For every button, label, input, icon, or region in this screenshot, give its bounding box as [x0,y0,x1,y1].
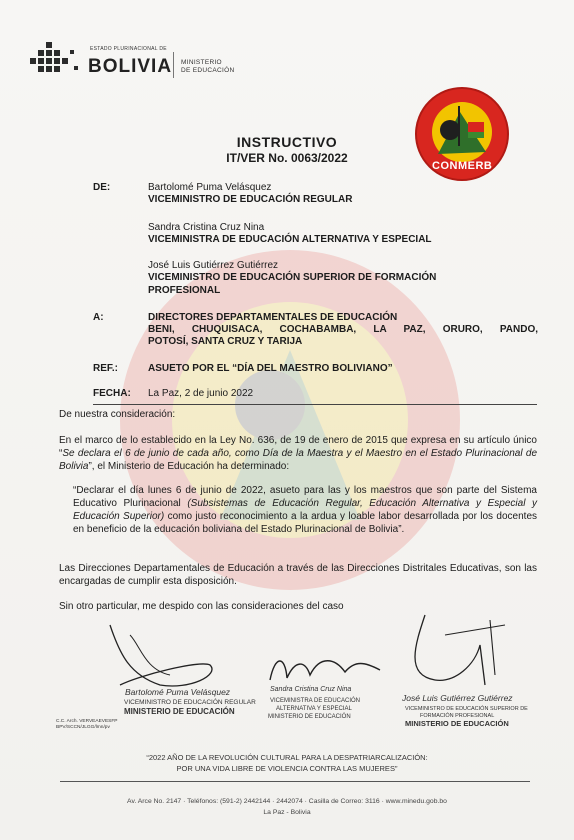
state-label: ESTADO PLURINACIONAL DE [90,46,167,52]
footer-rule [60,781,530,782]
sender-3-role-2: PROFESIONAL [148,285,221,296]
footer-address: Av. Arce No. 2147 · Teléfonos: (591-2) 2442144 · 2442074 · Casilla de Correo: 3116 · www.minedu.gob.bo [127,798,447,805]
header-rule [93,404,537,405]
signature-2-role-1: VICEMINISTRA DE EDUCACIÓN [270,698,361,704]
date-label: FECHA: [93,388,131,399]
sender-2-name: Sandra Cristina Cruz Nina [148,222,265,233]
signature-1-ministry: MINISTERIO DE EDUCACIÓN [124,707,235,716]
to-line-3: POTOSÍ, SANTA CRUZ Y TARIJA [148,336,303,347]
paragraph-1: En el marco de lo establecido en la Ley No. 636, de 19 de enero de 2015 que expresa en su artículo único “Se declara el 6 de junio de cada año, como Día de la Maestra y el Maestro en el Estado Plurinacional de Bolivia”, el Ministerio de Educación ha determinado: [59,435,537,472]
to-label: A: [93,312,104,323]
carbon-copy-initials: C.C. Arch. VERVEAEVESFP BPV/SCCN/JLGG/lmn/pv [56,719,118,730]
sender-1-role: VICEMINISTRO DE EDUCACIÓN REGULAR [148,194,353,205]
date-value: La Paz, 2 de junio 2022 [148,388,254,399]
country-name: BOLIVIA [88,56,173,77]
year-slogan-2: POR UNA VIDA LIBRE DE VIOLENCIA CONTRA LAS MUJERES” [176,764,398,773]
signature-3-role-2: FORMACIÓN PROFESIONAL [420,713,495,719]
ref-label: REF.: [93,363,118,374]
to-line-2: BENI, CHUQUISACA, COCHABAMBA, LA PAZ, ORURO, PANDO, [148,324,538,335]
bolivia-emblem-icon [30,42,82,76]
sender-1-name: Bartolomé Puma Velásquez [148,182,272,193]
signature-3-role-1: VICEMINISTRO DE EDUCACIÓN SUPERIOR DE [405,706,528,712]
signature-3-name: José Luis Gutiérrez Gutiérrez [402,693,513,703]
greeting: De nuestra consideración: [59,409,176,420]
ref-value: ASUETO POR EL “DÍA DEL MAESTRO BOLIVIANO” [148,363,393,374]
signature-2-ministry: MINISTERIO DE EDUCACIÓN [268,714,351,720]
resolution-quote: “Declarar el día lunes 6 de junio de 2022, asueto para las y los maestros que son parte del Sistema Educativo Plurinacional (Subsistemas de Educación Regular, Educación Alternativa y Especial y Educación Superior) como justo reconocimiento a la ardua y loable labor desarrollada por los docentes en beneficio de la educación boliviana del Estado Plurinacional de Bolivia”. [73,485,538,535]
document-code: IT/VER No. 0063/2022 [226,151,348,165]
from-label: DE: [93,182,111,193]
signature-1-role: VICEMINISTRO DE EDUCACIÓN REGULAR [124,699,256,706]
header-divider [173,52,174,78]
signature-3-scribble [395,605,525,695]
paragraph-2: Las Direcciones Departamentales de Educación a través de las Direcciones Distritales Educativas, son las encargadas de cumplir esta disposición. [59,563,537,587]
sender-2-role: VICEMINISTRA DE EDUCACIÓN ALTERNATIVA Y ESPECIAL [148,234,432,245]
to-line-1: DIRECTORES DEPARTAMENTALES DE EDUCACIÓN [148,312,398,323]
signature-2-role-2: ALTERNATIVA Y ESPECIAL [276,706,352,712]
signature-2-name: Sandra Cristina Cruz Nina [270,686,352,693]
ministry-name: MINISTERIO DE EDUCACIÓN [181,59,235,74]
signature-3-ministry: MINISTERIO DE EDUCACIÓN [405,719,509,728]
sender-3-name: José Luis Gutiérrez Gutiérrez [148,260,279,271]
document-title: INSTRUCTIVO [236,134,338,150]
closing-line: Sin otro particular, me despido con las consideraciones del caso [59,601,344,612]
seal-name: CONMERB [432,160,493,172]
year-slogan-1: “2022 AÑO DE LA REVOLUCIÓN CULTURAL PARA LA DESPATRIARCALIZACIÓN: [146,753,428,762]
sender-3-role-1: VICEMINISTRO DE EDUCACIÓN SUPERIOR DE FORMACIÓN [148,272,437,283]
signature-1-scribble [100,615,240,695]
signature-1-name: Bartolomé Puma Velásquez [125,687,231,697]
footer-city: La Paz - Bolivia [263,809,311,816]
signature-2-scribble [265,650,385,690]
